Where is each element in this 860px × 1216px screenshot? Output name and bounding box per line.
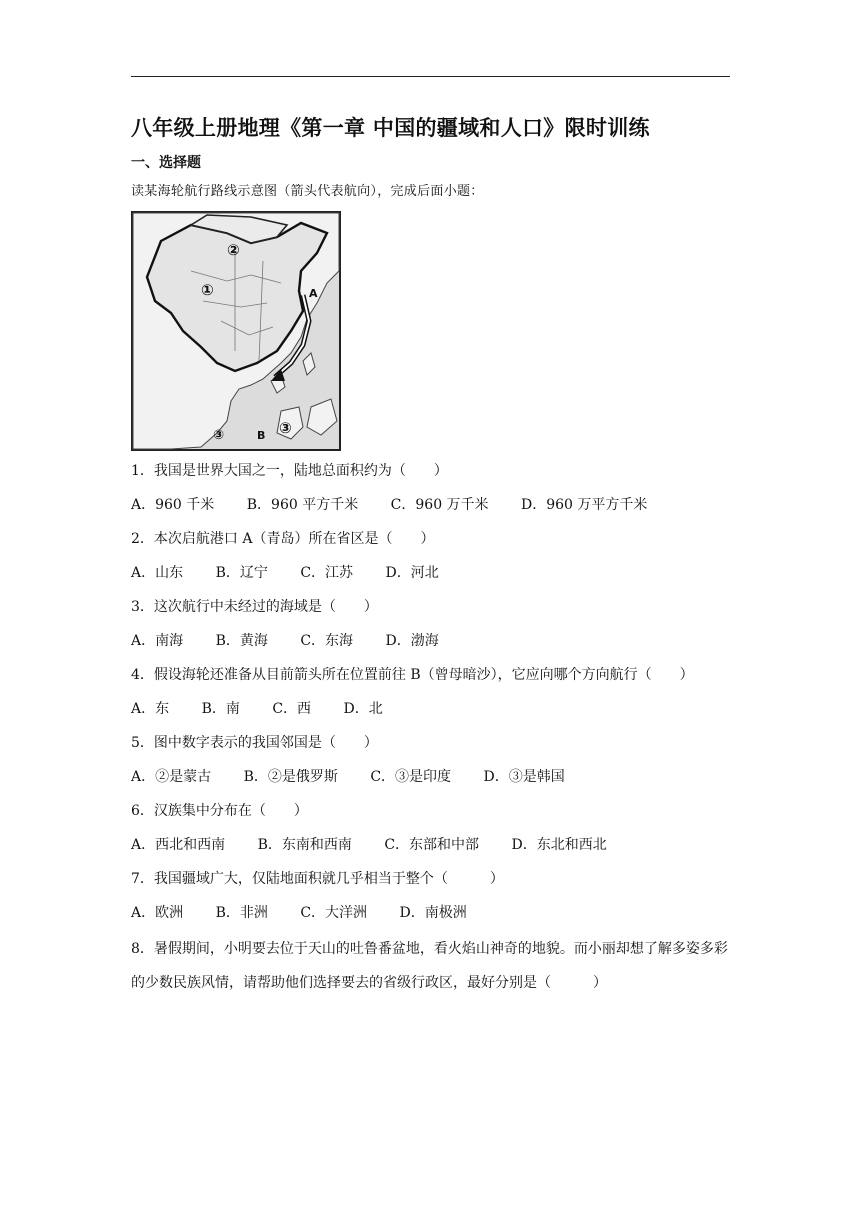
question-6: 6．汉族集中分布在（ ）: [131, 803, 308, 819]
options-2: [131, 562, 467, 582]
option[interactable]: A．西北和西南: [131, 837, 226, 853]
option[interactable]: D．河北: [385, 565, 439, 581]
question-2: 2．本次启航港口 A（青岛）所在省区是（ ）: [131, 531, 435, 547]
map-label-b: B: [257, 429, 266, 442]
option[interactable]: A．东: [131, 701, 170, 717]
option[interactable]: D．960 万平方千米: [521, 497, 648, 513]
options-6: [131, 834, 635, 854]
option[interactable]: D．南极洲: [399, 905, 467, 921]
map-label-a: A: [309, 287, 318, 300]
option[interactable]: A．欧洲: [131, 905, 184, 921]
section-heading: 一、选择题: [131, 155, 201, 171]
option[interactable]: A．南海: [131, 633, 184, 649]
option[interactable]: D．③是韩国: [483, 769, 565, 785]
option[interactable]: C．③是印度: [370, 769, 452, 785]
option[interactable]: B．黄海: [215, 633, 268, 649]
option[interactable]: A．960 千米: [131, 497, 215, 513]
option[interactable]: C．西: [272, 701, 312, 717]
option[interactable]: C．东部和中部: [384, 837, 480, 853]
map-label-3-left: ③: [213, 428, 225, 443]
option[interactable]: D．北: [343, 701, 383, 717]
options-7: [131, 902, 495, 922]
map-label-2: ②: [227, 241, 240, 259]
question-7: 7．我国疆域广大，仅陆地面积就几乎相当于整个（ ）: [131, 871, 504, 887]
question-1: 1．我国是世界大国之一，陆地总面积约为（ ）: [131, 463, 448, 479]
option[interactable]: C．江苏: [300, 565, 354, 581]
option[interactable]: C．960 万千米: [390, 497, 489, 513]
question-4: 4．假设海轮还准备从目前箭头所在位置前往 B（曾母暗沙），它应向哪个方向航行（ ）: [131, 667, 694, 683]
option[interactable]: D．渤海: [385, 633, 439, 649]
map-label-3-right: ③: [279, 419, 292, 437]
question-8: 8．暑假期间，小明要去位于天山的吐鲁番盆地，看火焰山神奇的地貌。而小丽却想了解多姿多彩的少数民族风情，请帮助他们选择要去的省级行政区，最好分别是（ ）: [131, 941, 728, 991]
options-4: [131, 698, 411, 718]
options-1: [131, 494, 675, 514]
option[interactable]: A．②是蒙古: [131, 769, 212, 785]
option[interactable]: D．东北和西北: [511, 837, 607, 853]
options-5: [131, 766, 593, 786]
options-3: [131, 630, 467, 650]
option[interactable]: C．大洋洲: [300, 905, 368, 921]
option[interactable]: B．非洲: [215, 905, 268, 921]
route-map: [131, 211, 341, 451]
option[interactable]: B．东南和西南: [257, 837, 352, 853]
header-rule: [131, 76, 730, 77]
map-label-1: ①: [201, 281, 214, 299]
option[interactable]: B．辽宁: [215, 565, 268, 581]
option[interactable]: B．960 平方千米: [246, 497, 359, 513]
option[interactable]: B．②是俄罗斯: [243, 769, 338, 785]
option[interactable]: C．东海: [300, 633, 354, 649]
question-5: 5．图中数字表示的我国邻国是（ ）: [131, 735, 378, 751]
map-intro: 读某海轮航行路线示意图（箭头代表航向），完成后面小题：: [131, 184, 484, 199]
question-3: 3．这次航行中未经过的海域是（ ）: [131, 599, 378, 615]
page-title: 八年级上册地理《第一章 中国的疆域和人口》限时训练: [131, 116, 650, 140]
option[interactable]: A．山东: [131, 565, 184, 581]
option[interactable]: B．南: [201, 701, 240, 717]
